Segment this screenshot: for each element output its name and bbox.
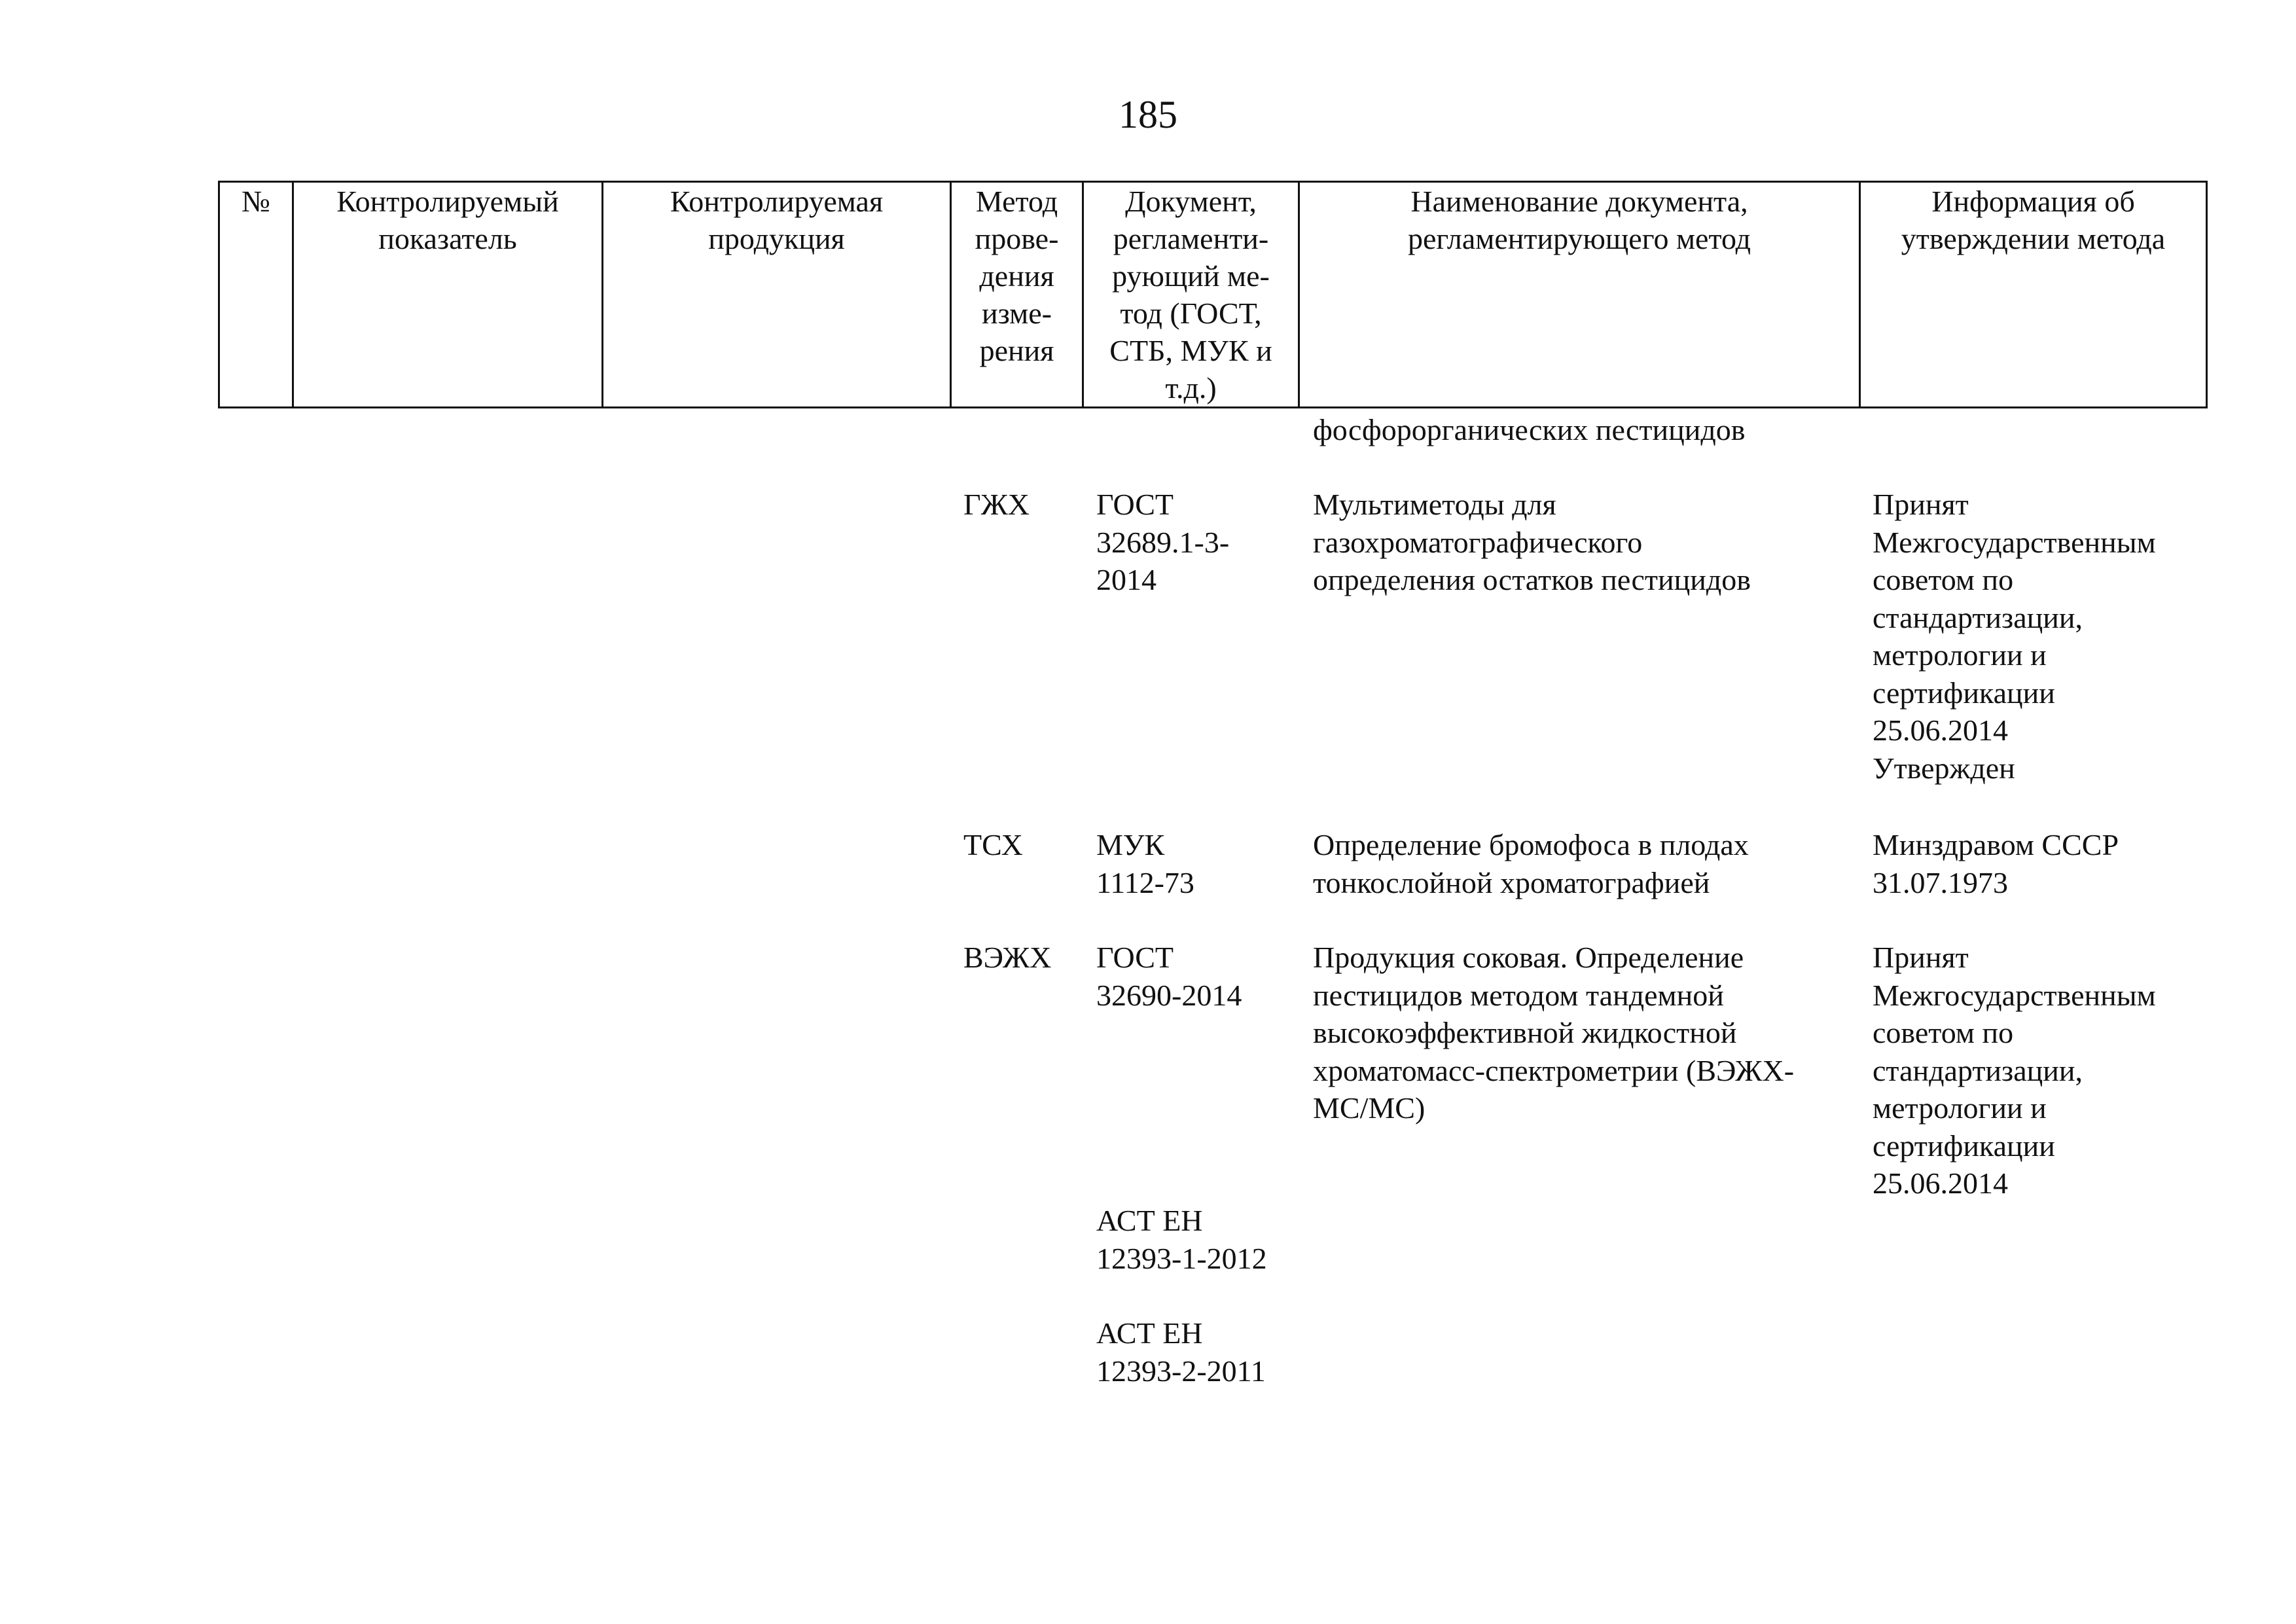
row-document: ГОСТ 32689.1-3- 2014 — [1096, 488, 1230, 596]
row-approval: Принят Межгосударственным советом по стандартизации, метрологии и сертификации 25.06.2014 — [1873, 941, 2156, 1200]
row-approval: Принят Межгосударственным советом по стандартизации, метрологии и сертификации 25.06.2014 Утвержден — [1873, 488, 2156, 785]
table-header — [218, 181, 2208, 408]
header-indicator: Контролируемый показатель — [293, 182, 603, 408]
row-method: ГЖХ — [963, 488, 1030, 521]
header-method: Метод прове- дения изме- рения — [951, 182, 1083, 408]
continuation-text: фосфорорганических пестицидов — [1313, 413, 1746, 446]
header-product: Контролируемая продукция — [603, 182, 951, 408]
header-number: № — [219, 182, 293, 408]
header-document-name: Наименование документа, регламентирующего метод — [1299, 182, 1860, 408]
row-method: ВЭЖХ — [963, 941, 1052, 974]
row-document-name: Определение бромофоса в плодах тонкослойной хроматографией — [1313, 828, 1749, 899]
row-document: МУК 1112-73 — [1096, 828, 1194, 899]
extra-document: АСТ ЕН 12393-2-2011 — [1096, 1316, 1266, 1388]
header-approval: Информация об утверждении метода — [1860, 182, 2207, 408]
row-approval: Минздравом СССР 31.07.1973 — [1873, 828, 2119, 899]
row-document-name: Мультиметоды для газохроматографического определения остатков пестицидов — [1313, 488, 1751, 596]
header-row — [219, 182, 2207, 408]
extra-document: АСТ ЕН 12393-1-2012 — [1096, 1204, 1267, 1275]
row-document: ГОСТ 32690-2014 — [1096, 941, 1242, 1012]
row-document-name: Продукция соковая. Определение пестицидов методом тандемной высокоэффективной жидкостной хроматомасс-спектрометрии (ВЭЖХ- МС/МС) — [1313, 941, 1795, 1125]
header-document: Документ, регламенти- рующий ме- тод (ГОСТ, СТБ, МУК и т.д.) — [1083, 182, 1299, 408]
row-method: ТСХ — [963, 828, 1023, 861]
page-number: 185 — [1119, 93, 1177, 136]
